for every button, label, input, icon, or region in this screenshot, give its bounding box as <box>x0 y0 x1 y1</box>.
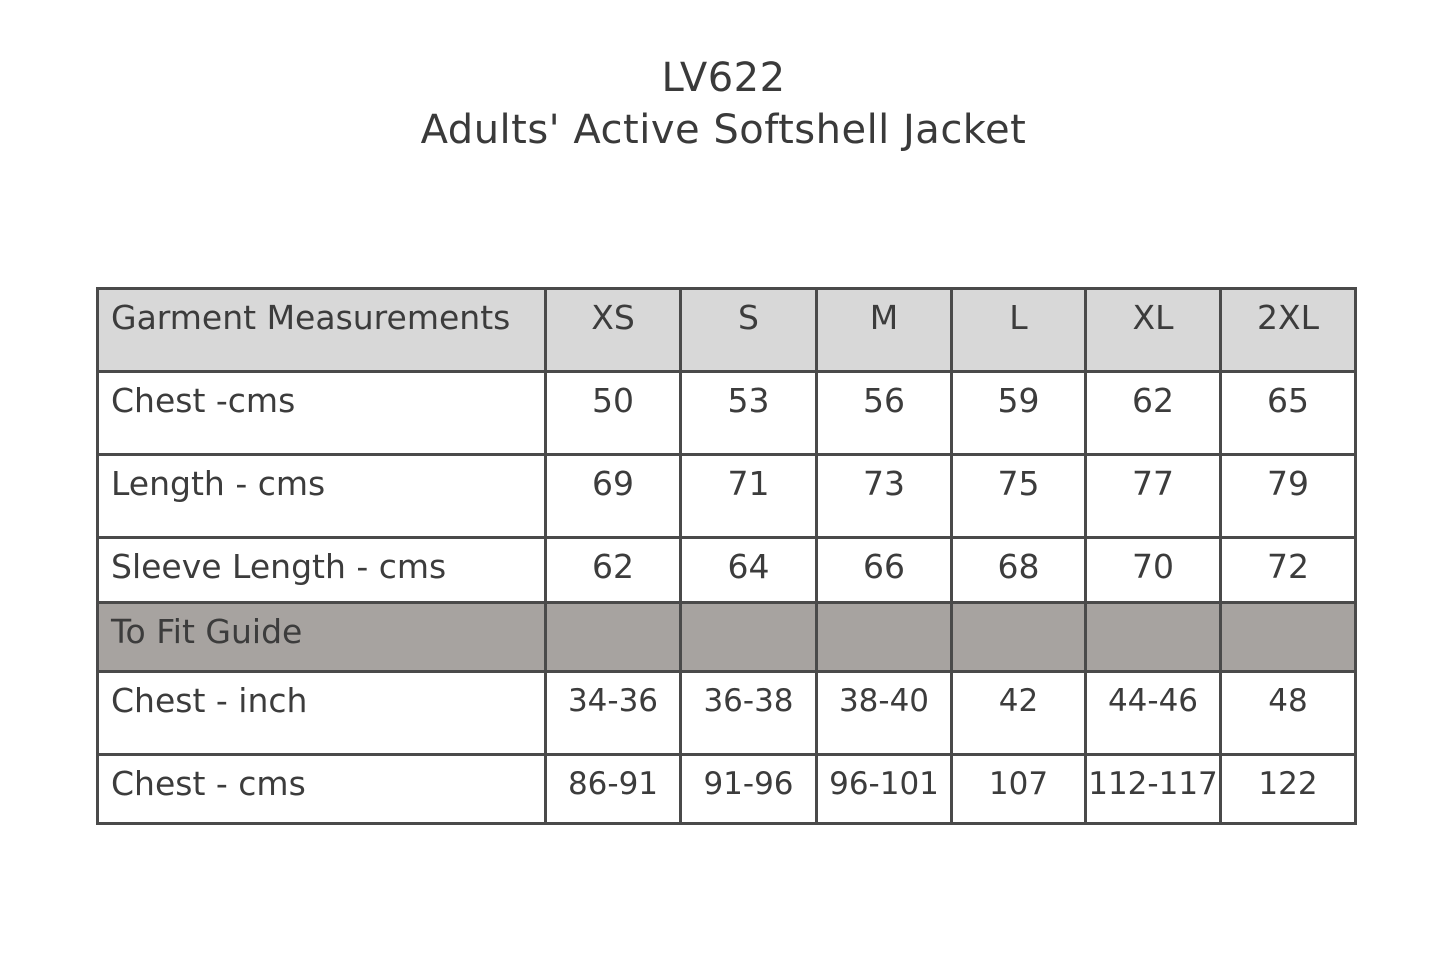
size-header-xs: XS <box>546 289 681 372</box>
table-cell: 62 <box>546 538 681 603</box>
header-label-cell <box>98 289 546 372</box>
table-cell: 72 <box>1221 538 1356 603</box>
table-cell: 42 <box>952 672 1086 755</box>
section-cell <box>546 603 681 672</box>
table-cell: 75 <box>952 455 1086 538</box>
section-cell <box>1221 603 1356 672</box>
table-cell: 91-96 <box>681 755 817 824</box>
table-cell: 68 <box>952 538 1086 603</box>
section-cell <box>681 603 817 672</box>
table-cell: 70 <box>1086 538 1221 603</box>
table-cell: 65 <box>1221 372 1356 455</box>
size-header-xl: XL <box>1086 289 1221 372</box>
size-chart-table <box>96 287 1357 825</box>
table-row-sleeve-length-cms <box>98 538 1356 603</box>
table-cell: 56 <box>817 372 952 455</box>
title-block <box>0 52 1447 156</box>
section-cell <box>817 603 952 672</box>
table-cell: 53 <box>681 372 817 455</box>
table-cell: 112-117 <box>1086 755 1221 824</box>
size-header-l: L <box>952 289 1086 372</box>
section-row-to-fit-guide <box>98 603 1356 672</box>
table-cell: 50 <box>546 372 681 455</box>
row-label: Length - cms <box>98 455 546 538</box>
size-header-2xl: 2XL <box>1221 289 1356 372</box>
table-row-chest-cms <box>98 372 1356 455</box>
product-code: LV622 <box>661 55 786 101</box>
section-label: To Fit Guide <box>98 603 546 672</box>
table-cell: 77 <box>1086 455 1221 538</box>
table-header-row <box>98 289 1356 372</box>
table-cell: 34-36 <box>546 672 681 755</box>
row-label: Chest - inch <box>98 672 546 755</box>
table-cell: 71 <box>681 455 817 538</box>
size-header-s: S <box>681 289 817 372</box>
table-row-chest-cms-fit <box>98 755 1356 824</box>
table-cell: 96-101 <box>817 755 952 824</box>
table-cell: 66 <box>817 538 952 603</box>
table-cell: 79 <box>1221 455 1356 538</box>
size-header-m: M <box>817 289 952 372</box>
table-cell: 86-91 <box>546 755 681 824</box>
table-cell: 73 <box>817 455 952 538</box>
table-cell: 59 <box>952 372 1086 455</box>
section-cell <box>1086 603 1221 672</box>
section-cell <box>952 603 1086 672</box>
row-label: Chest - cms <box>98 755 546 824</box>
table-cell: 44-46 <box>1086 672 1221 755</box>
product-name: Adults' Active Softshell Jacket <box>420 107 1027 153</box>
table-cell: 62 <box>1086 372 1221 455</box>
table-row-chest-inch <box>98 672 1356 755</box>
table-cell: 69 <box>546 455 681 538</box>
table-row-length-cms <box>98 455 1356 538</box>
table-cell: 107 <box>952 755 1086 824</box>
header-label: Garment Measurements <box>111 298 511 337</box>
table-cell: 64 <box>681 538 817 603</box>
table-cell: 48 <box>1221 672 1356 755</box>
table-cell: 38-40 <box>817 672 952 755</box>
table-cell: 36-38 <box>681 672 817 755</box>
row-label: Chest -cms <box>98 372 546 455</box>
row-label: Sleeve Length - cms <box>98 538 546 603</box>
table-cell: 122 <box>1221 755 1356 824</box>
